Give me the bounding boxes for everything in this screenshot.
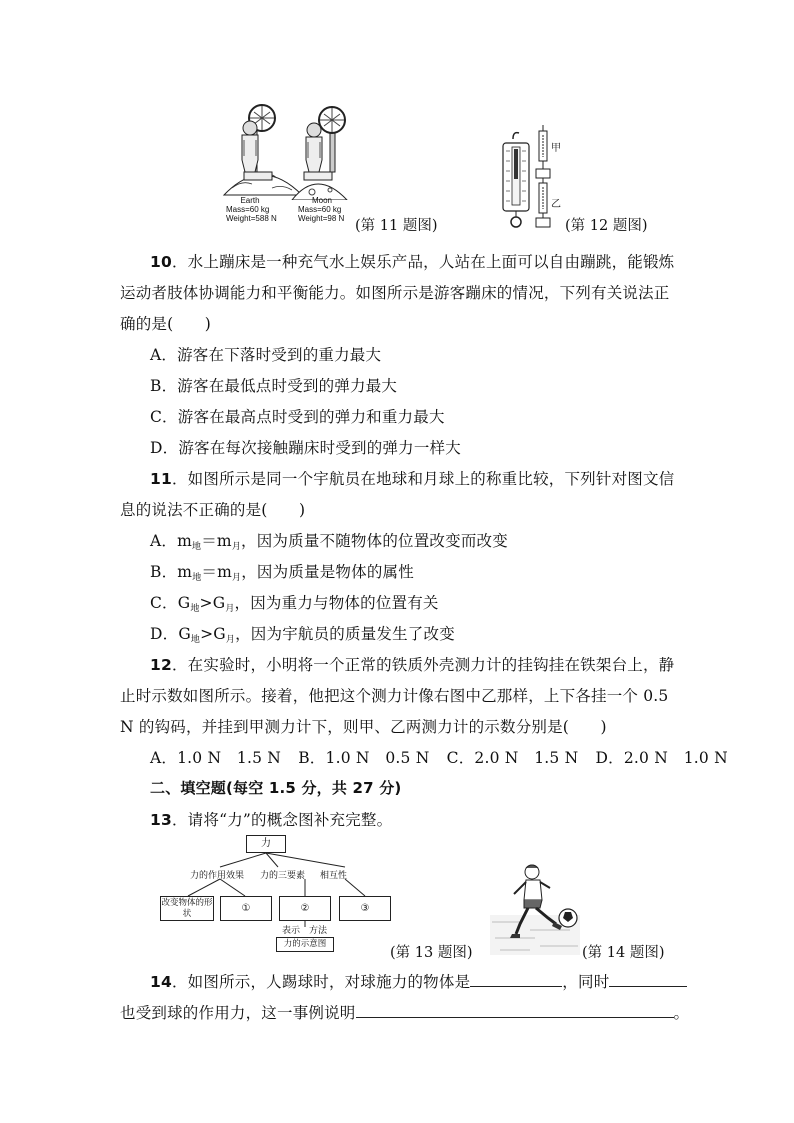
q11-option-a: A．m地＝m月，因为质量不随物体的位置改变而改变: [150, 532, 508, 552]
earth-label: Earth: [240, 196, 260, 205]
q14-stem-line1: 14．如图所示，人踢球时，对球施力的物体是 ，同时: [120, 970, 687, 992]
q12-option-b: B．1.0 N 0.5 N: [298, 749, 430, 767]
q12-stem-line3: N 的钩码，并挂到甲测力计下，则甲、乙两测力计的示数分别是( ): [120, 718, 607, 736]
figure-11: [222, 100, 362, 230]
q10-stem-line1: 10．水上蹦床是一种充气水上娱乐产品，人站在上面可以自由蹦跳，能锻炼: [150, 253, 675, 271]
q11-option-d: D．G地>G月，因为宇航员的质量发生了改变: [150, 625, 455, 645]
figure-12: [495, 125, 565, 230]
concept-root: 力: [246, 835, 286, 853]
figure-13-concept-map: [160, 835, 395, 955]
figure-14-caption: (第 14 题图): [582, 945, 665, 961]
q12-option-c: C．2.0 N 1.5 N: [446, 749, 579, 767]
earth-mass: Mass=60 kg: [226, 205, 270, 214]
concept-method-label: 方法: [309, 926, 328, 936]
concept-box-2: ②: [279, 896, 331, 921]
q12-options: [150, 746, 740, 768]
q10-option-a: A．游客在下落时受到的重力最大: [150, 346, 382, 364]
concept-box-3: ③: [339, 896, 391, 921]
concept-box-shape: 改变物体的形状: [161, 898, 213, 919]
q10-stem-line2: 运动者肢体协调能力和平衡能力。如图所示是游客蹦床的情况，下列有关说法正: [120, 284, 670, 302]
concept-represent-label: 表示: [282, 926, 301, 936]
figure-14: [490, 860, 580, 955]
q14-blank-3[interactable]: [356, 1002, 674, 1018]
q12-stem-line1: 12．在实验时，小明将一个正常的铁质外壳测力计的挂钩挂在铁架台上，静: [150, 656, 675, 674]
concept-box-1: ①: [220, 896, 272, 921]
concept-branch-effect: 力的作用效果: [190, 871, 245, 881]
q12-number: 12: [150, 656, 172, 674]
section-2-heading: 二、填空题(每空 1.5 分，共 27 分): [150, 779, 402, 797]
q12-stem-line2: 止时示数如图所示。接着，他把这个测力计像右图中乙那样，上下各挂一个 0.5: [120, 687, 669, 705]
concept-branch-elements: 力的三要素: [260, 871, 306, 881]
astronaut-scale-illustration: [222, 100, 362, 200]
figure-13-caption: (第 13 题图): [390, 945, 473, 961]
q11-option-c: C．G地>G月，因为重力与物体的位置有关: [150, 594, 439, 614]
q10-stem-line3: 确的是( ): [120, 315, 211, 333]
label-yi: 乙: [551, 199, 561, 210]
concept-force-diagram: 力的示意图: [276, 937, 334, 952]
q11-stem-line2: 息的说法不正确的是( ): [120, 501, 306, 519]
moon-weight: Weight=98 N: [298, 214, 345, 223]
q14-number: 14: [150, 973, 172, 991]
figure-12-caption: (第 12 题图): [565, 218, 648, 234]
moon-label: Moon: [311, 196, 332, 205]
moon-mass: Mass=60 kg: [298, 205, 342, 214]
q12-option-a: A．1.0 N 1.5 N: [150, 749, 282, 767]
q10-option-c: C．游客在最高点时受到的弹力和重力最大: [150, 408, 445, 426]
q10-number: 10: [150, 253, 172, 271]
figure-11-caption: (第 11 题图): [355, 218, 438, 234]
q13-number: 13: [150, 811, 172, 829]
q10-option-b: B．游客在最低点时受到的弹力最大: [150, 377, 398, 395]
q10-option-d: D．游客在每次接触蹦床时受到的弹力一样大: [150, 439, 461, 457]
kicking-ball-illustration: [490, 860, 580, 955]
q14-stem-line2: 也受到球的作用力，这一事例说明 。: [120, 1004, 690, 1022]
q13-stem: 13．请将“力”的概念图补充完整。: [150, 811, 393, 829]
concept-branch-mutual: 相互性: [320, 871, 348, 881]
q12-option-d: D．2.0 N 1.0 N: [595, 749, 728, 767]
q11-number: 11: [150, 470, 172, 488]
earth-weight: Weight=588 N: [226, 214, 277, 223]
q11-stem-line1: 11．如图所示是同一个宇航员在地球和月球上的称重比较，下列针对图文信: [150, 470, 675, 488]
q11-option-b: B．m地＝m月，因为质量是物体的属性: [150, 563, 414, 583]
q14-blank-2[interactable]: [609, 971, 687, 987]
label-jia: 甲: [551, 143, 561, 154]
q14-blank-1[interactable]: [470, 971, 562, 987]
